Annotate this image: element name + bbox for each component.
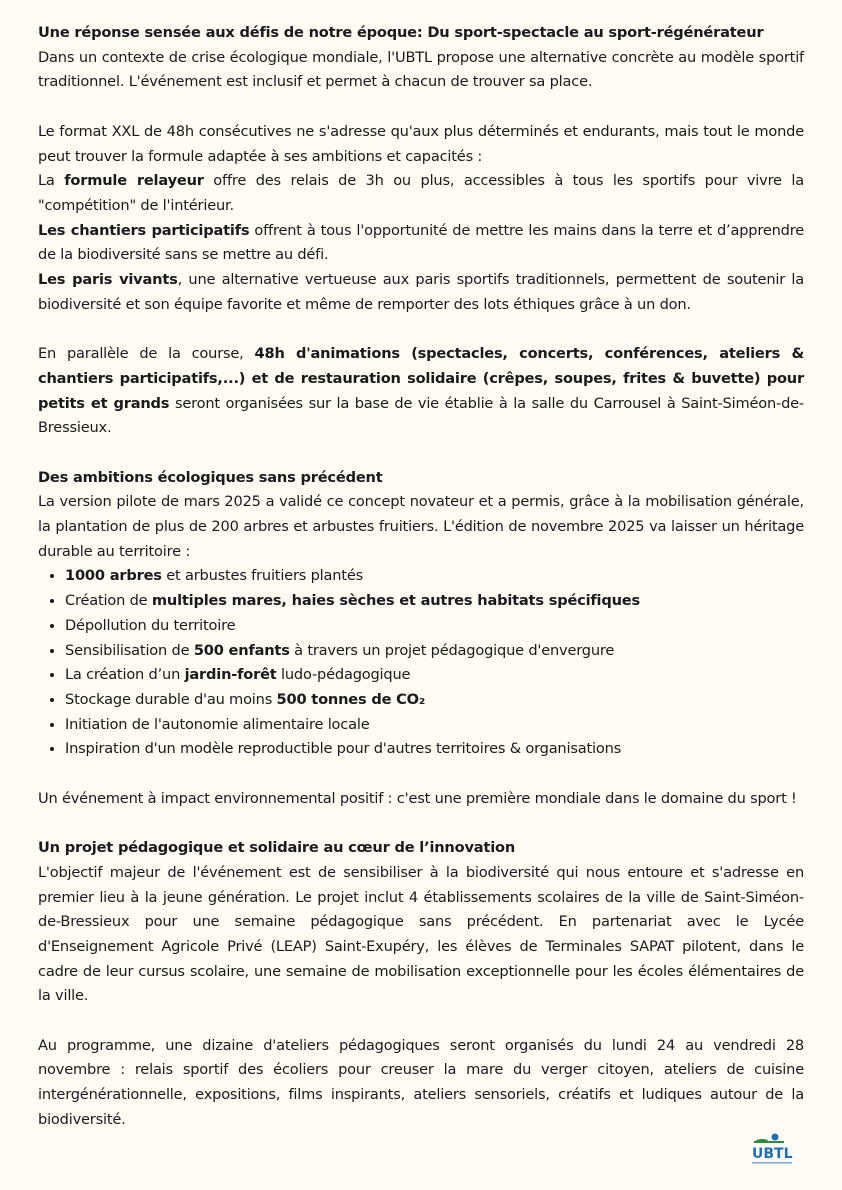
- section-heading: Des ambitions écologiques sans précédent: [38, 468, 383, 486]
- section-heading: Une réponse sensée aux défis de notre époque: Du sport-spectacle au sport-régénérateur: [38, 24, 764, 41]
- paragraph: En parallèle de la course, 48h d'animations (spectacles, concerts, conférences, ateliers & chantiers participatifs,...) et de restauration solidaire (crêpes, soupes, frites & buvette) pour petits et grands seront organisées sur la base de vie établie à la salle du Carrousel à Saint-Siméon-de-Bressieux.: [38, 345, 804, 437]
- list-item: • 1000 arbres et arbustes fruitiers plantés: [65, 564, 804, 589]
- ubtl-logo: [748, 1131, 796, 1167]
- bullet-list: [38, 564, 804, 762]
- paragraph: La version pilote de mars 2025 a validé ce concept novateur et a permis, grâce à la mobilisation générale, la plantation de plus de 200 arbres et arbustes fruitiers. L'édition de novembre 2025 va laisser un héritage durable au territoire :: [38, 493, 804, 560]
- paragraph: L'objectif majeur de l'événement est de sensibiliser à la biodiversité qui nous entoure et s'adresse en premier lieu à la jeune génération. Le projet inclut 4 établissements scolaires de la ville de Saint-Siméon-de-Bressieux pour une semaine pédagogique sans précédent. En partenariat avec le Lycée d'Enseignement Agricole Privé (LEAP) Saint-Exupéry, les élèves de Terminales SAPAT pilotent, dans le cadre de leur cursus scolaire, une semaine de mobilisation exceptionnelle pour les écoles élémentaires de la ville.: [38, 863, 804, 1005]
- paragraph: Un événement à impact environnemental positif : c'est une première mondiale dans le domaine du sport !: [38, 789, 797, 807]
- svg-text:UBTL: UBTL: [752, 1146, 793, 1162]
- list-item: • Dépollution du territoire: [65, 614, 804, 639]
- paragraph: Les paris vivants, une alternative vertueuse aux paris sportifs traditionnels, permettent de soutenir la biodiversité et son équipe favorite et même de remporter des lots éthiques grâce à un don.: [38, 271, 804, 313]
- section-heading: Un projet pédagogique et solidaire au cœur de l’innovation: [38, 839, 516, 857]
- paragraph: Au programme, une dizaine d'ateliers pédagogiques seront organisés du lundi 24 au vendredi 28 novembre : relais sportif des écoliers pour creuser la mare du verger citoyen, ateliers de cuisine intergénérationnelle, expositions, films inspirants, ateliers sensoriels, créatifs et ludiques autour de la biodiversité.: [38, 1036, 804, 1128]
- paragraph: Le format XXL de 48h consécutives ne s'adresse qu'aux plus déterminés et endurants, mais tout le monde peut trouver la formule adaptée à ses ambitions et capacités :: [38, 122, 804, 165]
- list-item: • Sensibilisation de 500 enfants à travers un projet pédagogique d'envergure: [65, 639, 804, 664]
- paragraph: Dans un contexte de crise écologique mondiale, l'UBTL propose une alternative concrète au modèle sportif traditionnel. L'événement est inclusif et permet à chacun de trouver sa place.: [38, 48, 804, 91]
- list-item: • Inspiration d'un modèle reproductible pour d'autres territoires & organisations: [65, 737, 804, 762]
- paragraph: Les chantiers participatifs offrent à tous l'opportunité de mettre les mains dans la terre et d’apprendre de la biodiversité sans se mettre au défi.: [38, 221, 804, 264]
- list-item: • Stockage durable d'au moins 500 tonnes de CO₂: [65, 688, 804, 713]
- document-page: [38, 21, 804, 1133]
- list-item: • Initiation de l'autonomie alimentaire locale: [65, 713, 804, 738]
- list-item: • Création de multiples mares, haies sèches et autres habitats spécifiques: [65, 589, 804, 614]
- list-item: • La création d’un jardin-forêt ludo-pédagogique: [65, 663, 804, 688]
- paragraph: La formule relayeur offre des relais de 3h ou plus, accessibles à tous les sportifs pour vivre la "compétition" de l'intérieur.: [38, 172, 804, 214]
